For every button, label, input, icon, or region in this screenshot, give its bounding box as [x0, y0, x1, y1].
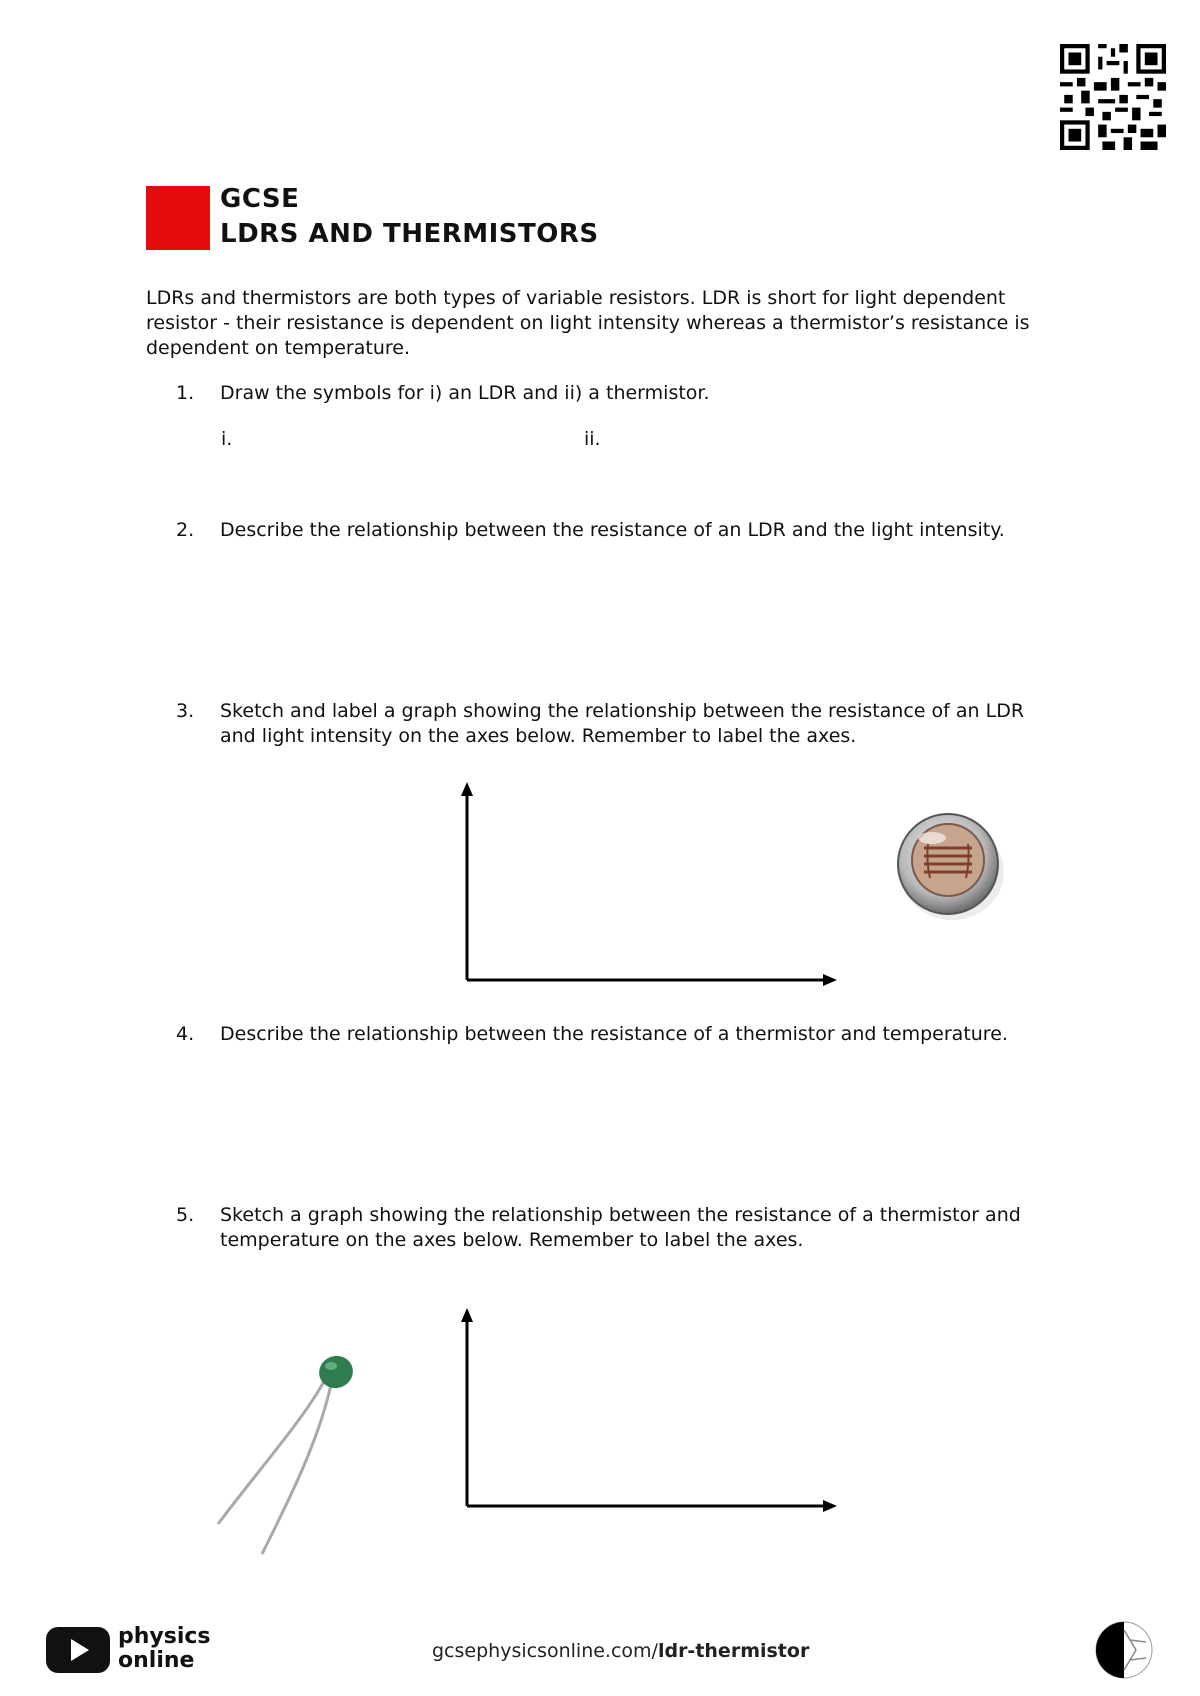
brand-name-line2: online [118, 1648, 195, 1673]
url-prefix: gcsephysicsonline.com/ [432, 1640, 658, 1662]
ldr-photo [886, 798, 1018, 930]
footer-url[interactable] [432, 1640, 809, 1662]
question-number: 4. [176, 1023, 195, 1045]
course-level: GCSE [220, 184, 300, 214]
blank-axes-ldr [455, 780, 845, 990]
intro-paragraph: LDRs and thermistors are both types of variable resistors. LDR is short for light dependent resistor - their resistance is dependent on light intensity whereas a thermistor’s resistance is dependent on temperature. [146, 287, 1030, 359]
question-number: 3. [176, 700, 195, 722]
question-text: Describe the relationship between the resistance of a thermistor and temperature. [220, 1023, 1008, 1045]
sub-label-i: i. [221, 428, 233, 450]
question-text: Describe the relationship between the resistance of an LDR and the light intensity. [220, 519, 1005, 541]
question-number: 2. [176, 519, 195, 541]
thermistor-photo [210, 1348, 370, 1558]
qr-code-icon[interactable] [1060, 44, 1166, 150]
blank-axes-thermistor [455, 1306, 845, 1516]
brand-name-line1: physics [118, 1624, 211, 1649]
question-text: Sketch a graph showing the relationship between the resistance of a thermistor and temperature on the axes below. Remember to label the axes. [220, 1204, 1021, 1251]
question-number: 1. [176, 382, 195, 404]
play-triangle-icon [71, 1639, 89, 1661]
page-title: LDRS AND THERMISTORS [220, 219, 599, 249]
question-text: Draw the symbols for i) an LDR and ii) a thermistor. [220, 382, 710, 404]
question-number: 5. [176, 1204, 195, 1226]
title-accent-block [146, 186, 210, 250]
sub-label-ii: ii. [584, 428, 601, 450]
question-text: Sketch and label a graph showing the relationship between the resistance of an LDR and light intensity on the axes below. Remember to label the axes. [220, 700, 1025, 747]
url-slug: ldr-thermistor [657, 1640, 810, 1662]
circle-logo-icon [1094, 1620, 1154, 1680]
